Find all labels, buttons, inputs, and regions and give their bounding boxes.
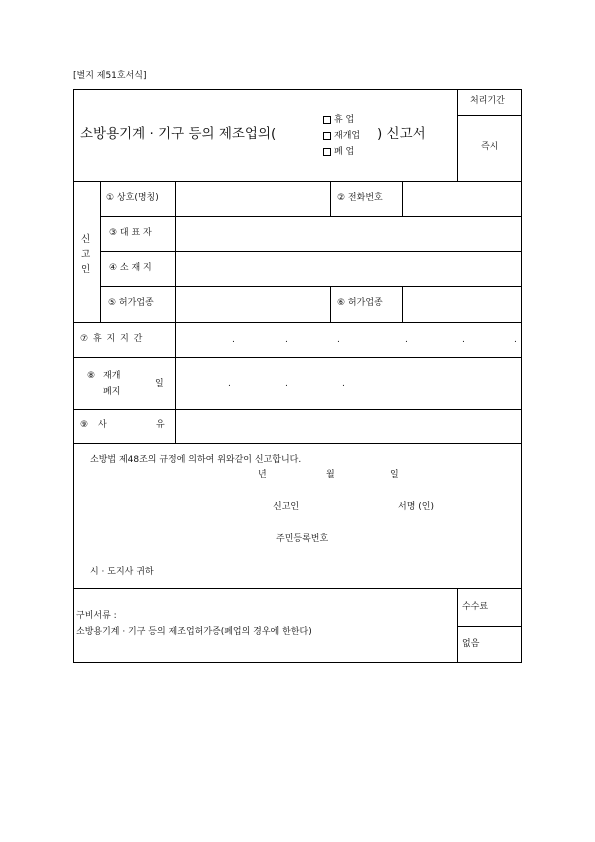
closure-label: 폐지	[103, 387, 121, 397]
applicant-sign-label: 신고인	[273, 502, 300, 512]
checkbox-icon[interactable]	[323, 116, 331, 124]
month-label: 월	[326, 470, 335, 480]
checkbox-icon[interactable]	[323, 148, 331, 156]
declaration-text: 소방법 제48조의 규정에 의하여 위와같이 신고합니다.	[90, 455, 302, 465]
checkbox-icon[interactable]	[323, 132, 331, 140]
reason-label-end: 유	[156, 420, 165, 430]
fee-value: 없음	[462, 639, 480, 649]
day-label: 일	[390, 470, 399, 480]
representative-label: ③ 대 표 자	[109, 228, 152, 238]
resume-label: 재개	[103, 371, 121, 381]
license-type-field-2[interactable]	[404, 288, 520, 320]
processing-period-header: 처리기간	[470, 96, 505, 106]
resume-num: ⑧	[87, 371, 96, 381]
suspension-num: ⑦	[80, 334, 89, 344]
form-number: [별지 제51호서식]	[73, 71, 147, 81]
license-type-field-1[interactable]	[177, 288, 329, 320]
phone-label: ② 전화번호	[337, 193, 383, 203]
year-label: 년	[258, 470, 267, 480]
required-documents-header: 구비서류 :	[76, 611, 117, 621]
processing-period-value: 즉시	[481, 142, 499, 152]
suspension-period-label: 휴 지 지 간	[93, 334, 144, 344]
phone-field[interactable]	[404, 183, 520, 215]
form-title-prefix: 소방용기계 · 기구 등의 제조업의(	[80, 126, 277, 142]
form-title-suffix: ) 신고서	[377, 126, 426, 142]
reason-label: 사	[98, 420, 107, 430]
signature-label[interactable]: 서명 (인)	[398, 502, 434, 512]
address-label: ④ 소 재 지	[109, 263, 152, 273]
date-label: 일	[155, 379, 164, 389]
resident-number-label: 주민등록번호	[276, 534, 329, 544]
license-type-label-1: ⑤ 허가업종	[108, 298, 154, 308]
required-documents-item: 소방용기계 · 기구 등의 제조업허가증(폐업의 경우에 한한다)	[76, 627, 312, 637]
fee-header: 수수료	[462, 602, 489, 612]
business-name-field[interactable]	[177, 183, 329, 215]
title-options	[323, 112, 360, 160]
option-resume[interactable]: 재개업	[323, 128, 360, 144]
business-name-label: ① 상호(명칭)	[106, 193, 159, 203]
applicant-section-label: 신 고 인	[81, 234, 91, 275]
option-closure[interactable]: 폐 업	[323, 144, 360, 160]
reason-num: ⑨	[80, 420, 89, 430]
addressee: 시 · 도지사 귀하	[90, 567, 154, 577]
reason-field[interactable]	[177, 411, 520, 442]
address-field[interactable]	[177, 253, 520, 285]
representative-field[interactable]	[177, 218, 520, 250]
license-type-label-2: ⑥ 허가업종	[337, 298, 383, 308]
option-suspension[interactable]: 휴 업	[323, 112, 360, 128]
